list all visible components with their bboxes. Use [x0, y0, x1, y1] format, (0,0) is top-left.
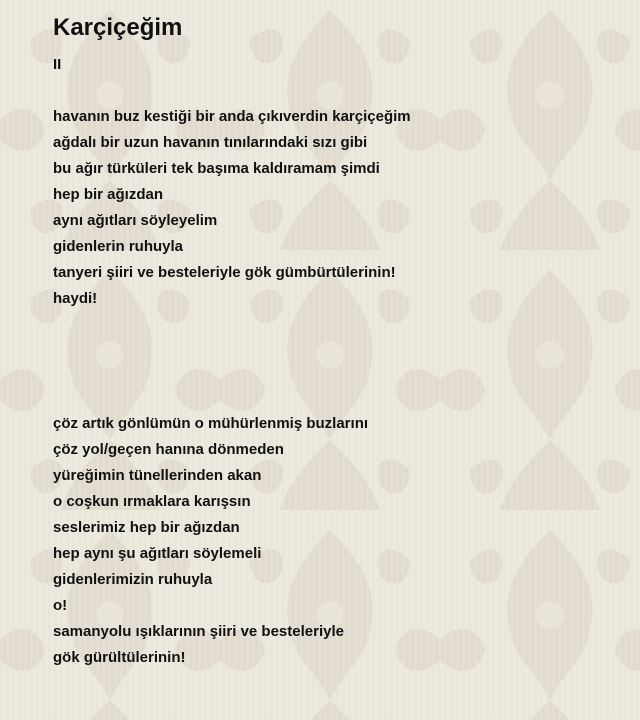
stanza-1	[53, 104, 411, 312]
poem-line: ağdalı bir uzun havanın tınılarındaki sızı gibi	[53, 134, 368, 151]
poem-line: o coşkun ırmaklara karışsın	[53, 493, 251, 510]
poem-title: Karçiçeğim	[53, 14, 183, 41]
poem-line: haydi!	[53, 290, 98, 307]
poem-line: çöz yol/geçen hanına dönmeden	[53, 441, 284, 458]
poem-line: seslerimiz hep bir ağızdan	[53, 519, 240, 536]
poem-line: hep aynı şu ağıtları söylemeli	[53, 545, 262, 562]
poem-line: bu ağır türküleri tek başıma kaldıramam şimdi	[53, 160, 380, 177]
poem-line: yüreğimin tünellerinden akan	[53, 467, 262, 484]
poem-part-number: II	[53, 56, 62, 73]
poem-line: gidenlerin ruhuyla	[53, 238, 184, 255]
poem-line: gidenlerimizin ruhuyla	[53, 571, 213, 588]
stanza-2	[53, 411, 368, 671]
poem-line: o!	[53, 597, 68, 614]
poem-line: samanyolu ışıklarının şiiri ve besteleriyle	[53, 623, 344, 640]
poem-line: gök gürültülerinin!	[53, 649, 186, 666]
poem-line: çöz artık gönlümün o mühürlenmiş buzlarını	[53, 415, 369, 432]
poem-line: hep bir ağızdan	[53, 186, 164, 203]
poem-line: tanyeri şiiri ve besteleriyle gök gümbürtülerinin!	[53, 264, 396, 281]
poem-line: havanın buz kestiği bir anda çıkıverdin karçiçeğim	[53, 108, 411, 125]
poem-line: aynı ağıtları söyleyelim	[53, 212, 218, 229]
